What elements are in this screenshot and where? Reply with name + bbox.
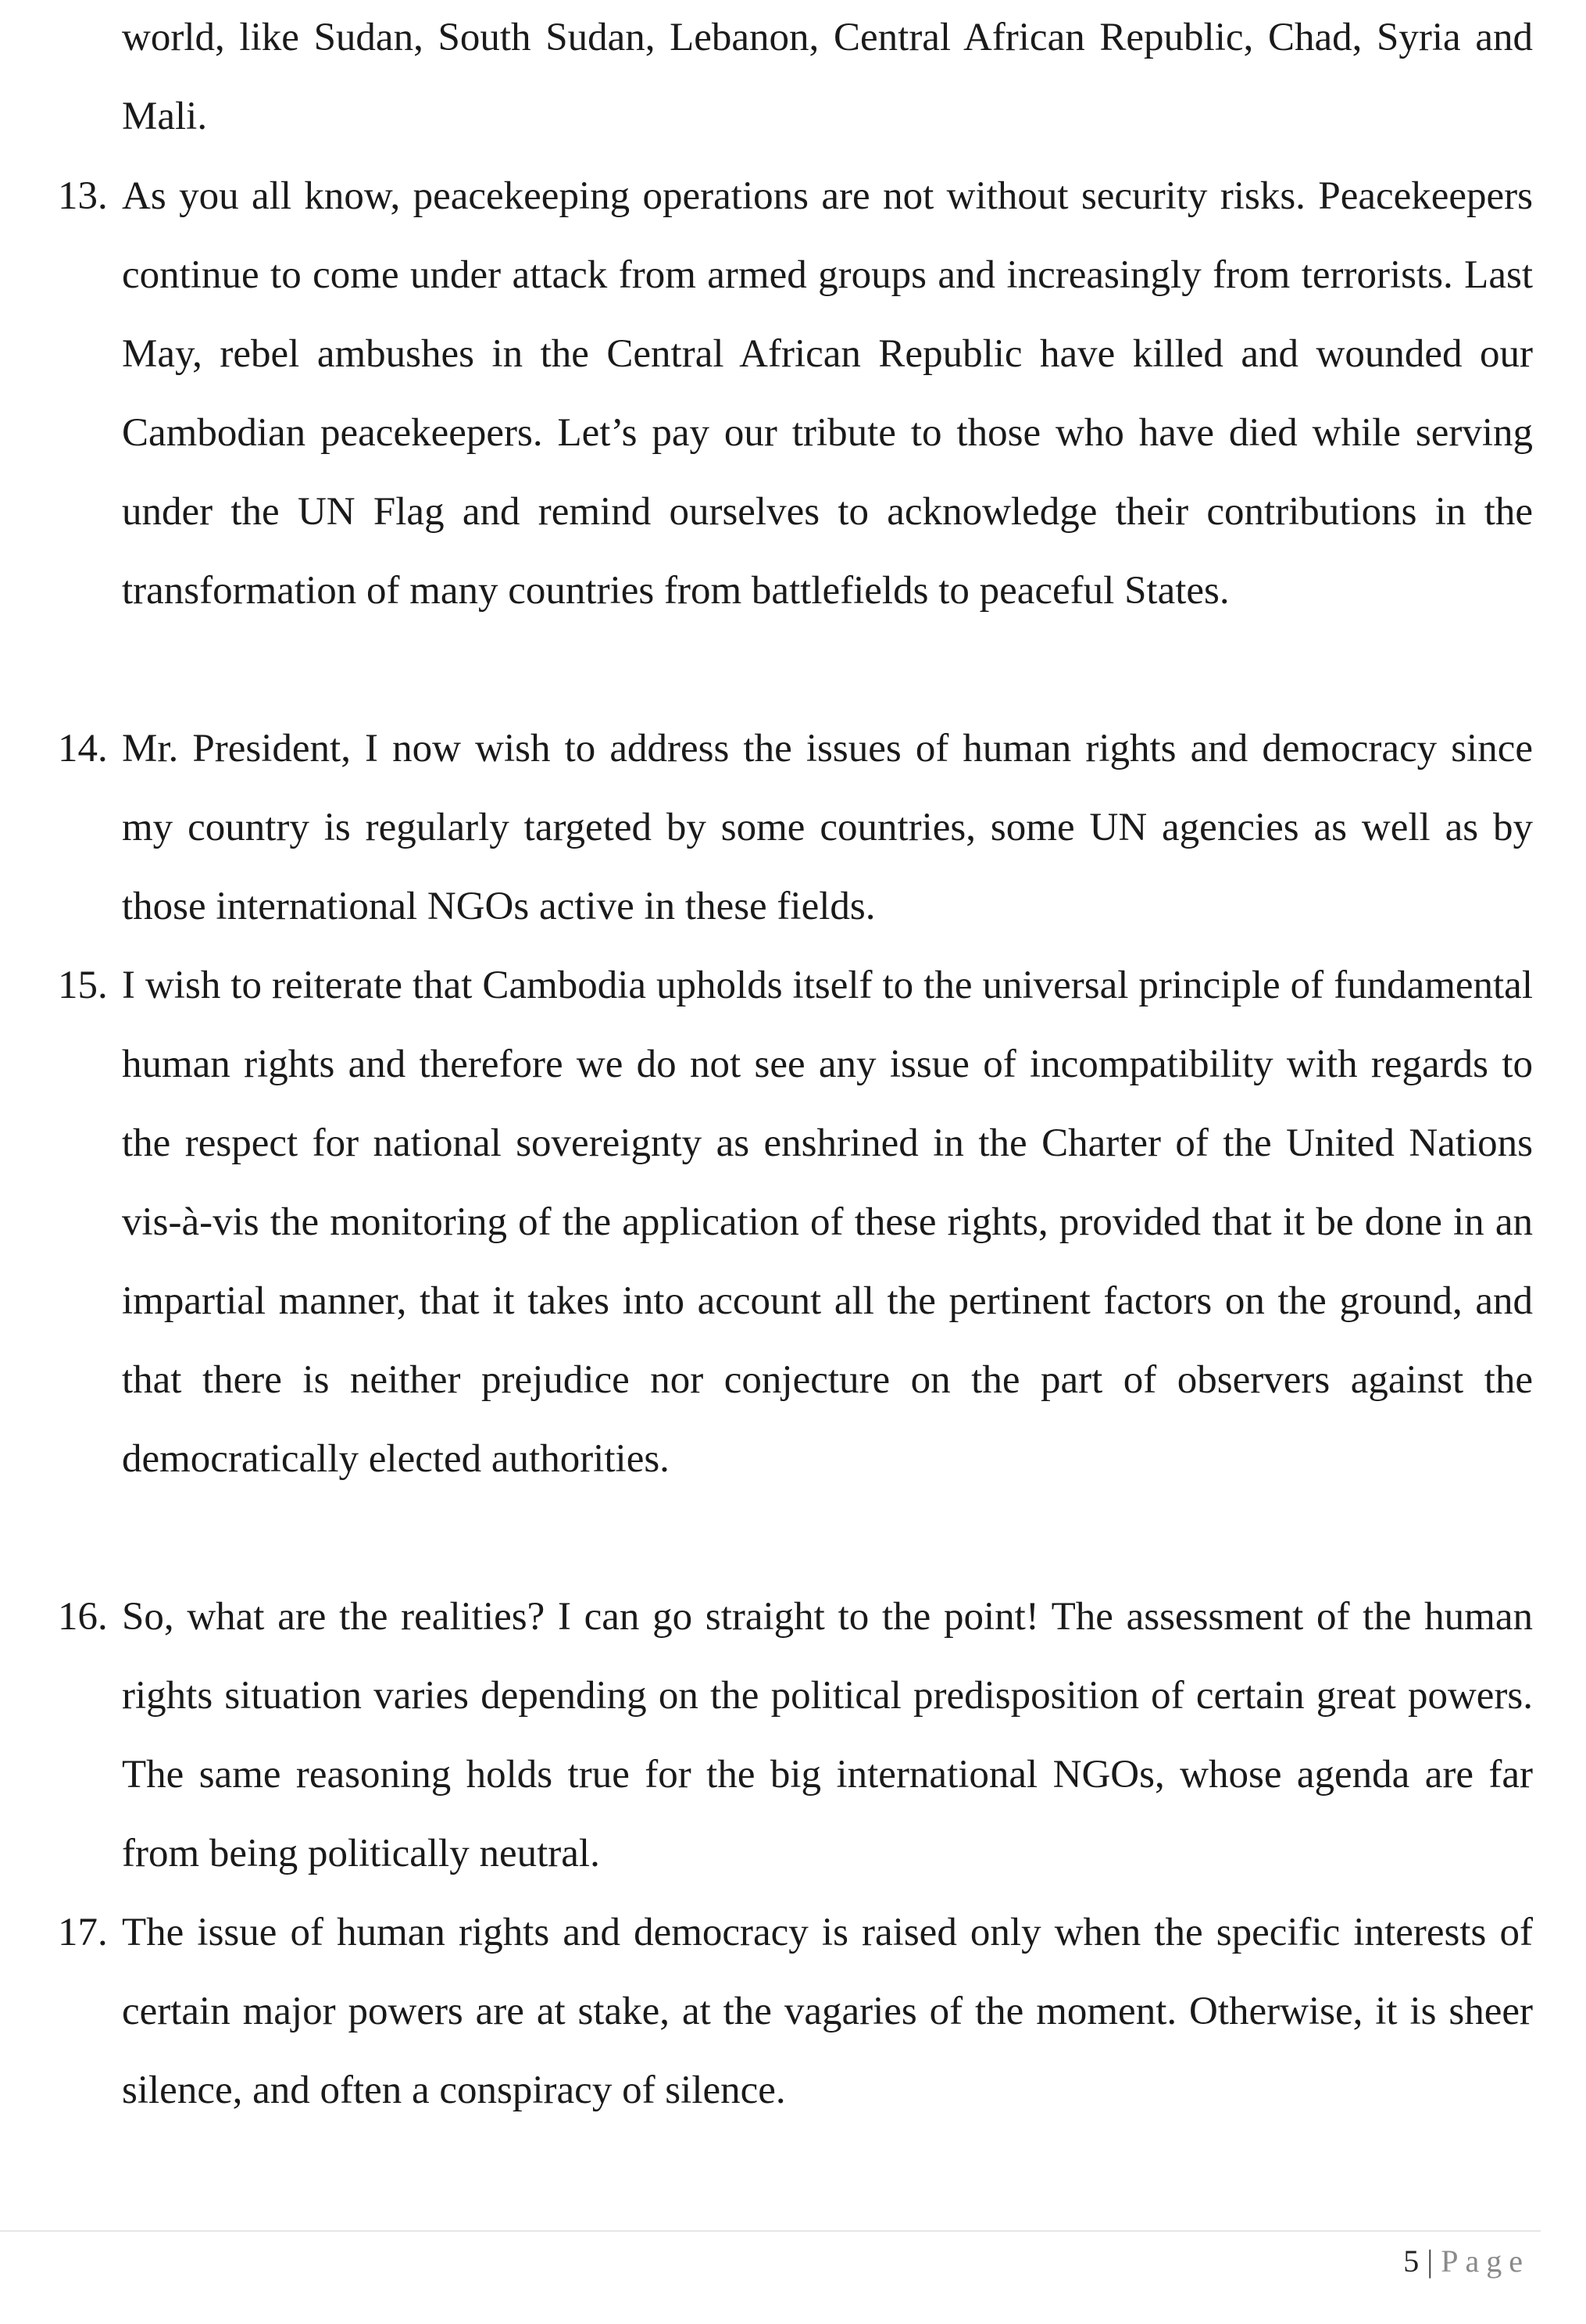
footer-divider <box>0 2230 1541 2232</box>
paragraph-text: Mr. President, I now wish to address the issues of human rights and democracy since my country is regularly targeted by some countries, some UN agencies as well as by those international NGOs active in these fields. <box>122 727 1533 928</box>
paragraph-text: world, like Sudan, South Sudan, Lebanon, Central African Republic, Chad, Syria and Mali. <box>122 16 1533 138</box>
paragraph-number: 13. <box>58 174 108 218</box>
paragraph-number: 17. <box>58 1911 108 1954</box>
paragraph-13 <box>58 157 1533 631</box>
paragraph-number: 14. <box>58 727 108 770</box>
paragraph-16 <box>58 1578 1533 1893</box>
paragraph-number: 15. <box>58 964 108 1007</box>
paragraph-15 <box>58 946 1533 1499</box>
footer-separator: | <box>1427 2244 1434 2279</box>
paragraph-text: So, what are the realities? I can go straight to the point! The assessment of the human rights situation varies depending on the political predisposition of certain great powers. The same reasoning holds true for the big international NGOs, whose agenda are far from being politically neutral. <box>122 1595 1533 1875</box>
page-number: 5 <box>1403 2244 1420 2279</box>
paragraph-text: As you all know, peacekeeping operations are not without security risks. Peacekeepers continue to come under attack from armed groups and increasingly from terrorists. Last May, rebel ambushes in the Central African Republic have killed and wounded our Cambodian peacekeepers. Let’s pay our tribute to those who have died while serving under the UN Flag and remind ourselves to acknowledge their contributions in the transformation of many countries from battlefields to peaceful States. <box>122 174 1533 613</box>
paragraph-text: I wish to reiterate that Cambodia upholds itself to the universal principle of fundamental human rights and therefore we do not see any issue of incompatibility with regards to the respect for national sovereignty as enshrined in the Charter of the United Nations vis-à-vis the monitoring of the application of these rights, provided that it be done in an impartial manner, that it takes into account all the pertinent factors on the ground, and that there is neither prejudice nor conjecture on the part of observers against the democratically elected authorities. <box>122 964 1533 1481</box>
page-footer <box>1403 2238 1530 2285</box>
page-label: Page <box>1441 2244 1530 2279</box>
paragraph-17 <box>58 1893 1533 2130</box>
paragraph-14 <box>58 710 1533 946</box>
paragraph-continuation <box>122 0 1533 156</box>
paragraph-text: The issue of human rights and democracy is raised only when the specific interests of certain major powers are at stake, at the vagaries of the moment. Otherwise, it is sheer silence, and often a conspiracy of silence. <box>122 1911 1533 2112</box>
paragraph-number: 16. <box>58 1595 108 1639</box>
